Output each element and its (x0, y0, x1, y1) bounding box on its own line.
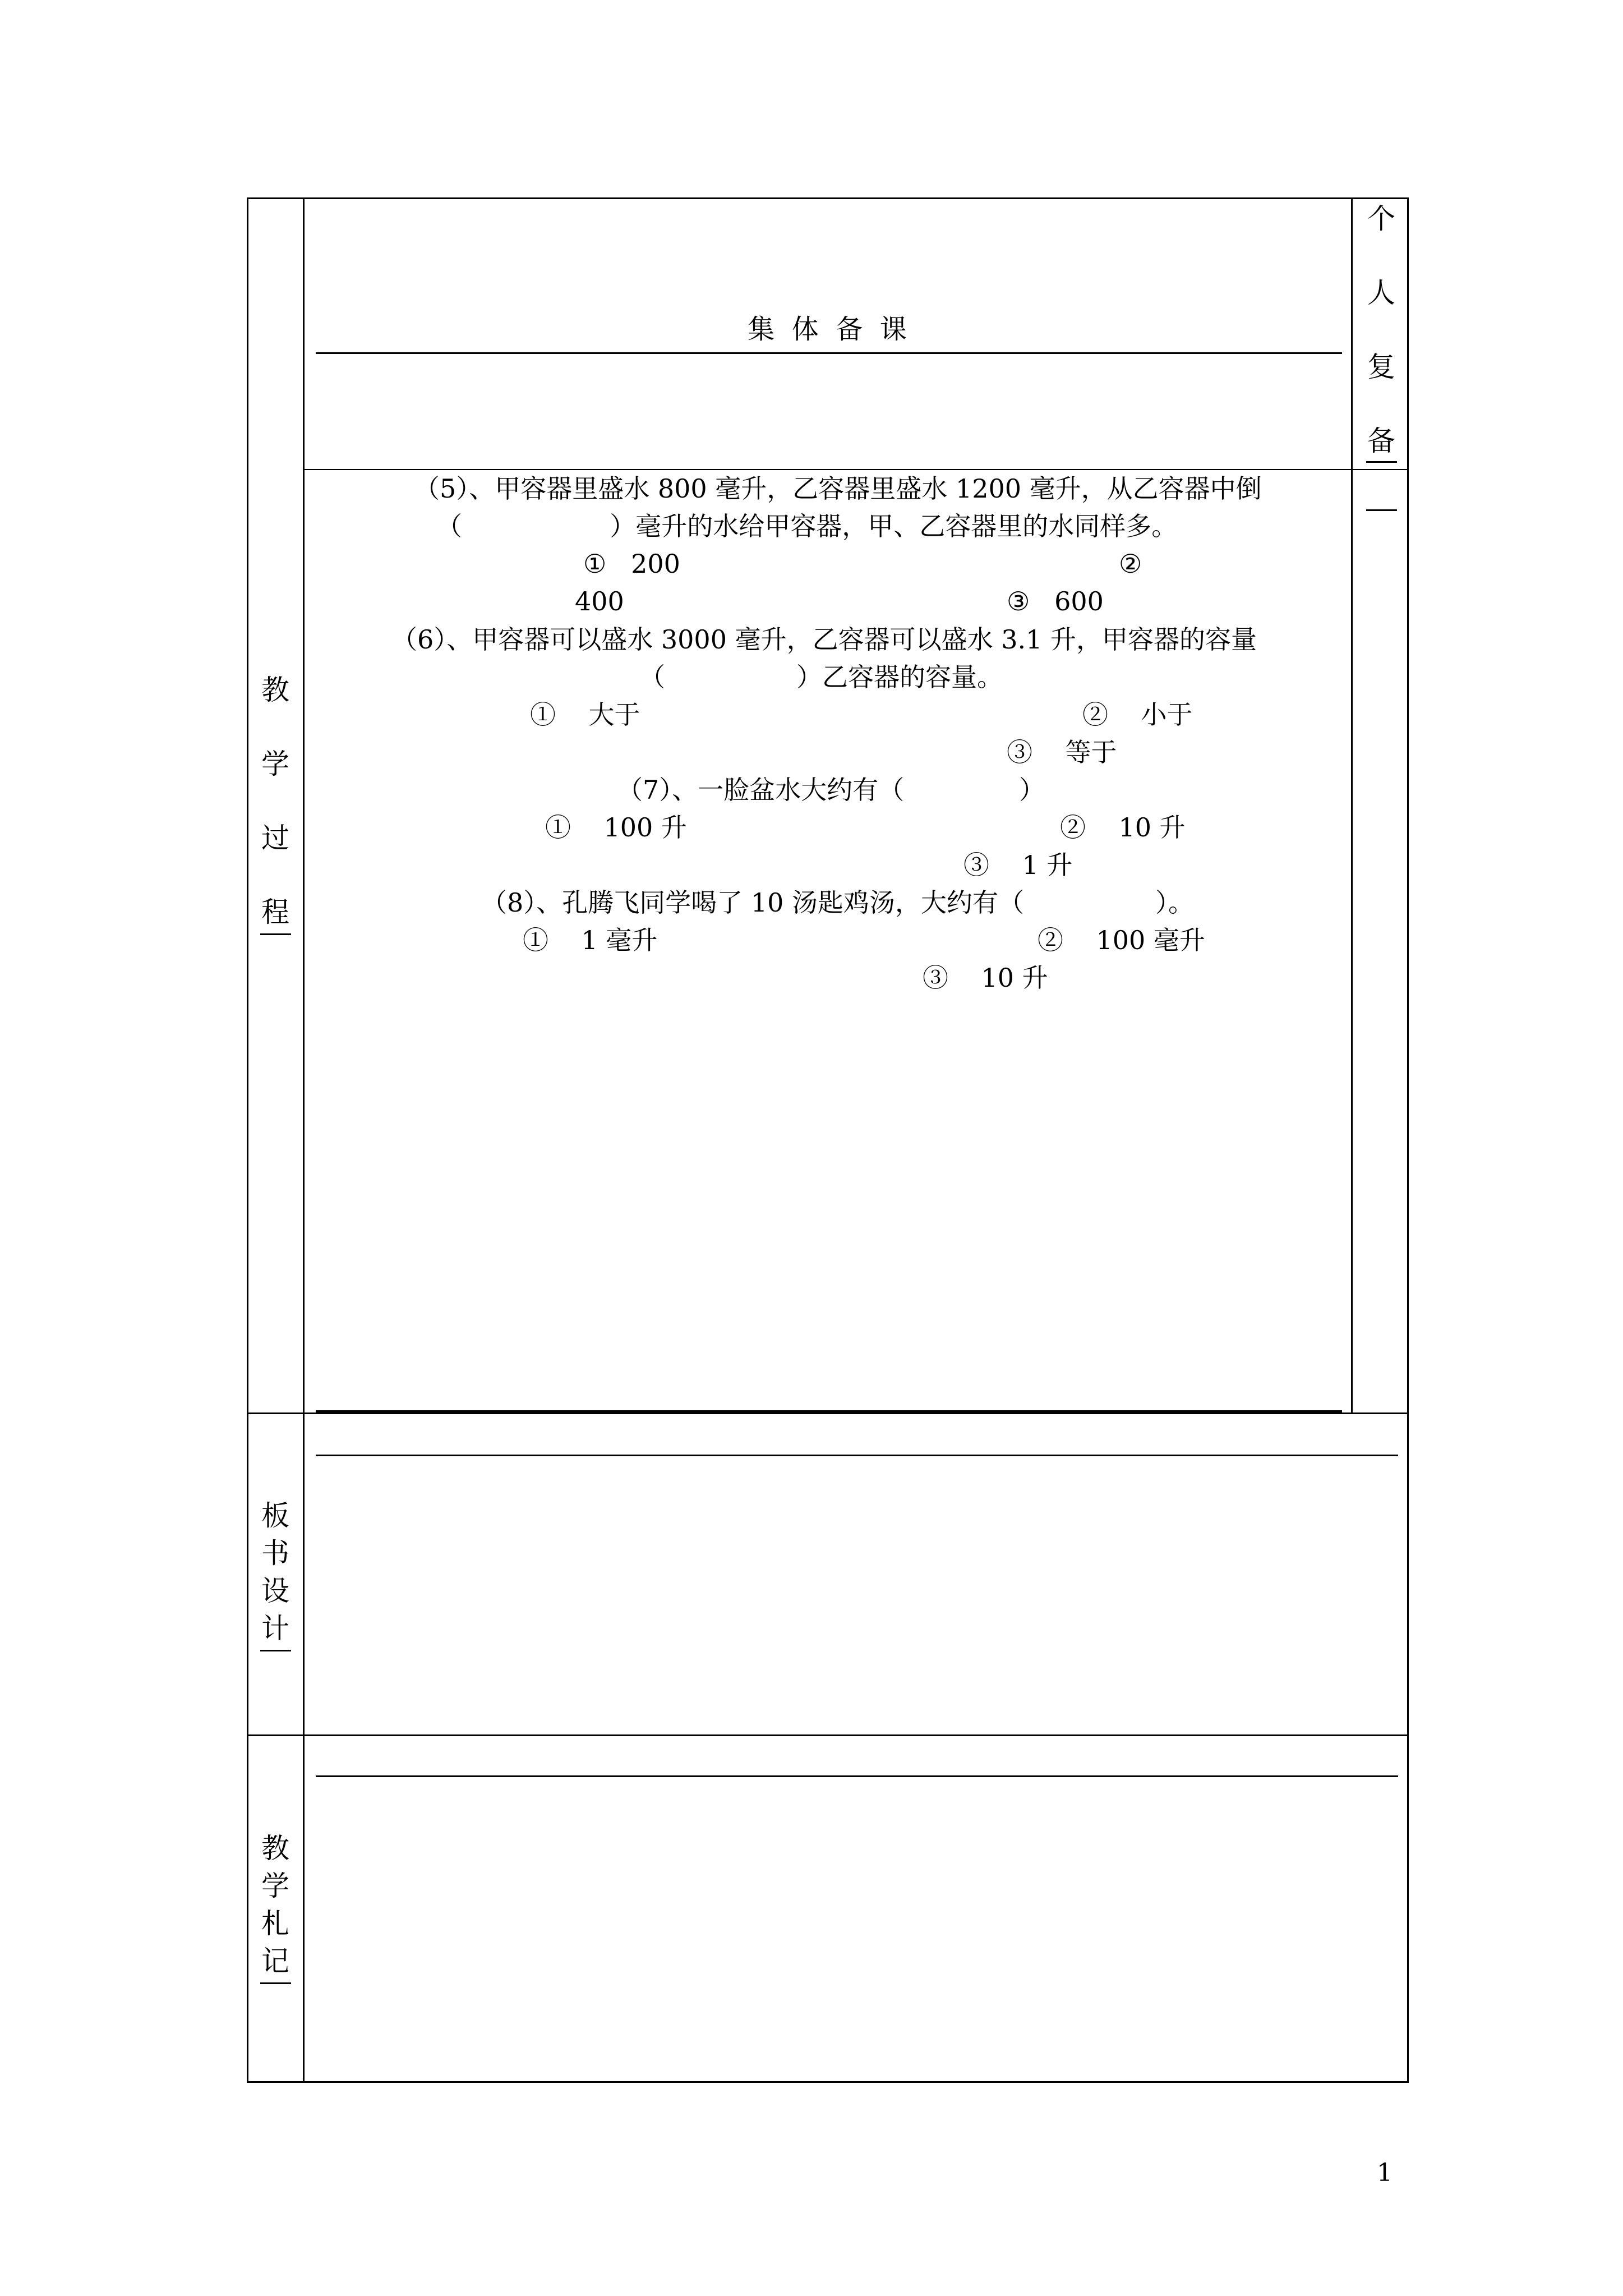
question-5-option-2: ② (1119, 549, 1142, 579)
question-6-option-3: ③ 等于 (1007, 737, 1117, 767)
notes-label-char: 学 (261, 1870, 289, 1902)
row-divider-board (247, 1412, 1409, 1414)
label-column-divider (303, 197, 305, 2083)
question-6-stem: （6）、甲容器可以盛水 3000 毫升，乙容器可以盛水 3.1 升，甲容器的容量 (391, 624, 1257, 655)
question-7-option-3: ③ 1 升 (963, 850, 1073, 880)
notes-top-rule (316, 1775, 1398, 1777)
right-label-underline (1366, 461, 1397, 463)
process-label-char: 过 (261, 822, 289, 854)
board-label-char: 设 (261, 1575, 289, 1607)
notes-label-char: 记 (261, 1945, 289, 1977)
right-label-char: 个 (1367, 203, 1395, 235)
question-7-option-1: ① 100 升 (545, 812, 687, 843)
table-top-border (247, 197, 1409, 199)
process-label-char: 程 (261, 896, 289, 928)
right-label-dash (1366, 509, 1397, 511)
board-top-rule (316, 1455, 1398, 1456)
question-8-option-2: ② 100 毫升 (1038, 925, 1205, 955)
header-underline (316, 352, 1342, 354)
question-5-stem: （5）、甲容器里盛水 800 毫升，乙容器里盛水 1200 毫升，从乙容器中倒 (414, 473, 1262, 504)
process-label-char: 学 (261, 748, 289, 780)
table-right-border (1407, 197, 1409, 2083)
question-6-option-2: ② 小于 (1082, 700, 1193, 730)
right-label-char: 人 (1367, 277, 1395, 309)
question-6-option-1: ① 大于 (530, 700, 640, 730)
question-6-stem-cont: （ ）乙容器的容量。 (639, 662, 1003, 692)
row-divider-notes (247, 1734, 1409, 1736)
process-label-char: 教 (261, 674, 289, 706)
right-label-char: 复 (1367, 351, 1395, 383)
process-label-underline (260, 933, 291, 935)
process-bottom-rule (316, 1410, 1342, 1412)
question-8-option-3: ③ 10 升 (923, 963, 1048, 993)
question-8-stem: （8）、孔腾飞同学喝了 10 汤匙鸡汤，大约有（ ）。 (481, 887, 1194, 918)
question-5-option-3: ③ 600 (1007, 586, 1104, 616)
question-5-stem-cont: （ ）毫升的水给甲容器，甲、乙容器里的水同样多。 (436, 511, 1178, 541)
right-section-divider (1353, 469, 1407, 470)
header-section-divider (305, 469, 1351, 470)
table-bottom-border (247, 2081, 1409, 2083)
board-label-char: 计 (261, 1612, 289, 1645)
question-8-option-1: ① 1 毫升 (523, 925, 658, 955)
page-title: 集 体 备 课 (748, 314, 907, 345)
notes-label-char: 札 (261, 1907, 289, 1940)
board-label-underline (260, 1650, 291, 1651)
question-5-option-2-value: 400 (575, 586, 624, 616)
right-label-char: 备 (1367, 425, 1395, 457)
table-left-border (247, 197, 248, 2083)
board-label-char: 书 (261, 1537, 289, 1570)
board-label-char: 板 (261, 1499, 289, 1532)
question-5-option-1: ① 200 (583, 549, 680, 579)
page-number: 1 (1377, 2159, 1393, 2187)
right-column-divider (1351, 197, 1353, 1414)
notes-label-char: 教 (261, 1832, 289, 1865)
question-7-stem: （7）、一脸盆水大约有（ ） (617, 775, 1045, 805)
notes-label-underline (260, 1982, 291, 1984)
question-7-option-2: ② 10 升 (1060, 812, 1186, 843)
